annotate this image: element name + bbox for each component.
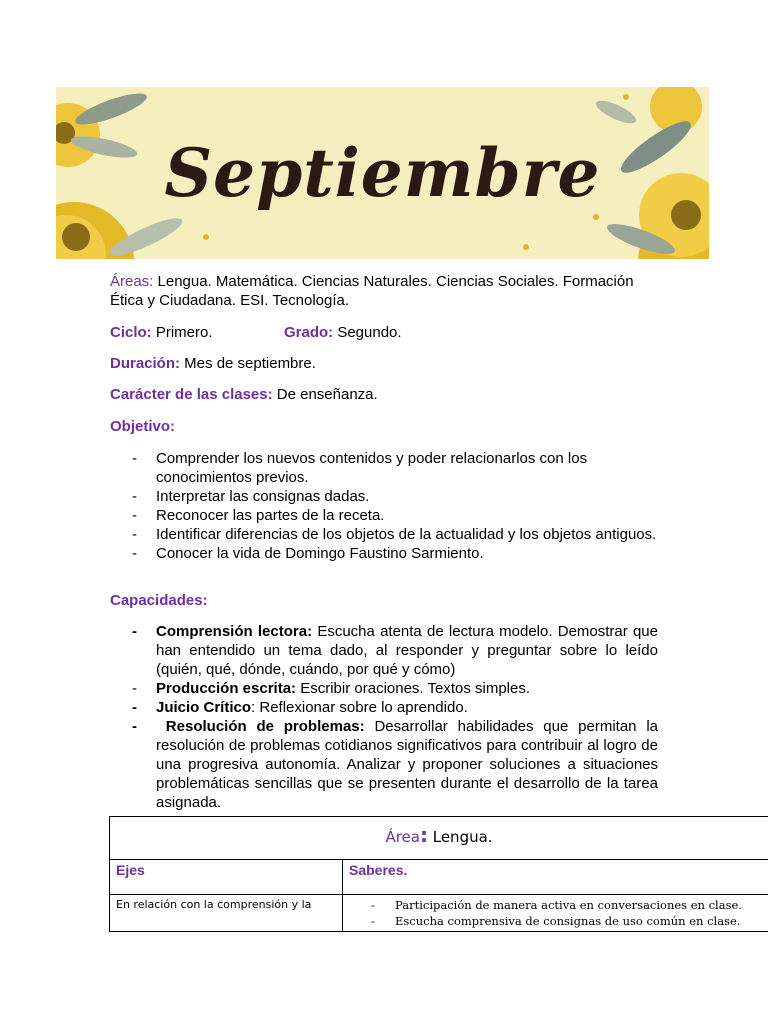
banner-title: Septiembre xyxy=(164,134,601,212)
list-item: - Juicio Crítico: Reflexionar sobre lo aprendido. xyxy=(132,699,468,716)
list-marker: - xyxy=(132,680,137,697)
list-item: - Conocer la vida de Domingo Faustino Sarmiento. xyxy=(132,545,484,562)
list-item: - Reconocer las partes de la receta. xyxy=(132,507,385,524)
ciclo-label: Ciclo: xyxy=(110,324,152,341)
capacidad-title: Producción escrita: xyxy=(156,680,297,697)
area-colon: : xyxy=(419,823,428,847)
capacidad-title: Comprensión lectora: xyxy=(156,623,313,640)
capacidades-list xyxy=(110,622,658,812)
objetivo-heading: Objetivo: xyxy=(110,418,176,435)
list-item: - Interpretar las consignas dadas. xyxy=(132,488,370,505)
areas-value-2: Ética y Ciudadana. ESI. Tecnología. xyxy=(110,292,350,309)
objetivo-list xyxy=(110,449,658,563)
list-marker: - xyxy=(371,898,375,912)
list-item: - Comprensión lectora: Escucha atenta de lectura modelo. Demostrar que han entendido un tema dado, al responder y preguntar sobre lo leído (quién, qué, dónde, cuándo, por qué y cómo) xyxy=(132,623,658,678)
duracion-line xyxy=(110,354,316,373)
areas-label: Áreas: xyxy=(110,273,154,290)
list-marker: - xyxy=(132,488,137,505)
duracion-value: Mes de septiembre. xyxy=(180,355,316,372)
caracter-line xyxy=(110,385,378,404)
ciclo-line xyxy=(110,323,213,342)
capacidades-heading: Capacidades: xyxy=(110,592,208,609)
table-cell-eje: En relación con la comprensión y la xyxy=(110,895,343,932)
list-item: - Producción escrita: Escribir oraciones. Textos simples. xyxy=(132,680,531,697)
list-marker: - xyxy=(132,450,137,467)
list-item: - Participación de manera activa en conversaciones en clase. xyxy=(371,898,742,912)
ciclo-value: Primero. xyxy=(151,324,213,341)
list-item: - Identificar diferencias de los objetos de la actualidad y los objetos antiguos. xyxy=(132,526,657,543)
list-marker: - xyxy=(132,545,137,562)
col-ejes-header: Ejes xyxy=(110,860,343,895)
grado-line xyxy=(284,323,402,342)
duracion-label: Duración: xyxy=(110,355,181,372)
grado-value: Segundo. xyxy=(333,324,402,341)
grado-label: Grado: xyxy=(284,324,334,341)
banner-image xyxy=(56,87,709,259)
capacidad-title: Resolución de problemas: xyxy=(156,718,365,735)
list-marker: - xyxy=(132,699,137,716)
list-marker: - xyxy=(132,718,137,735)
area-table-header xyxy=(110,817,768,860)
list-marker: - xyxy=(371,914,375,928)
areas-line-1 xyxy=(110,272,634,291)
col-saberes-header: Saberes. xyxy=(343,860,768,895)
areas-value: Lengua. Matemática. Ciencias Naturales. Ciencias Sociales. Formación xyxy=(153,273,634,290)
table-cell-saberes xyxy=(343,895,768,932)
caracter-value: De enseñanza. xyxy=(272,386,378,403)
capacidad-title: Juicio Crítico xyxy=(156,699,252,716)
list-marker: - xyxy=(132,507,137,524)
area-table xyxy=(109,816,768,932)
area-label: Área xyxy=(385,828,420,846)
list-item: - Escucha comprensiva de consignas de uso común en clase. xyxy=(371,914,741,928)
list-item: - Resolución de problemas: Desarrollar habilidades que permitan la resolución de problemas cotidianos significativos para contribuir al logro de una progresiva autonomía. Analizar y proponer soluciones a situaciones problemáticas sencillas que se presenten durante el desarrollo de la tarea asignada. xyxy=(132,718,658,811)
list-item: - Comprender los nuevos contenidos y poder relacionarlos con los conocimientos previos. xyxy=(132,450,588,486)
list-marker: - xyxy=(132,526,137,543)
list-marker: - xyxy=(132,623,137,640)
area-value: Lengua. xyxy=(427,828,493,846)
caracter-label: Carácter de las clases: xyxy=(110,386,273,403)
